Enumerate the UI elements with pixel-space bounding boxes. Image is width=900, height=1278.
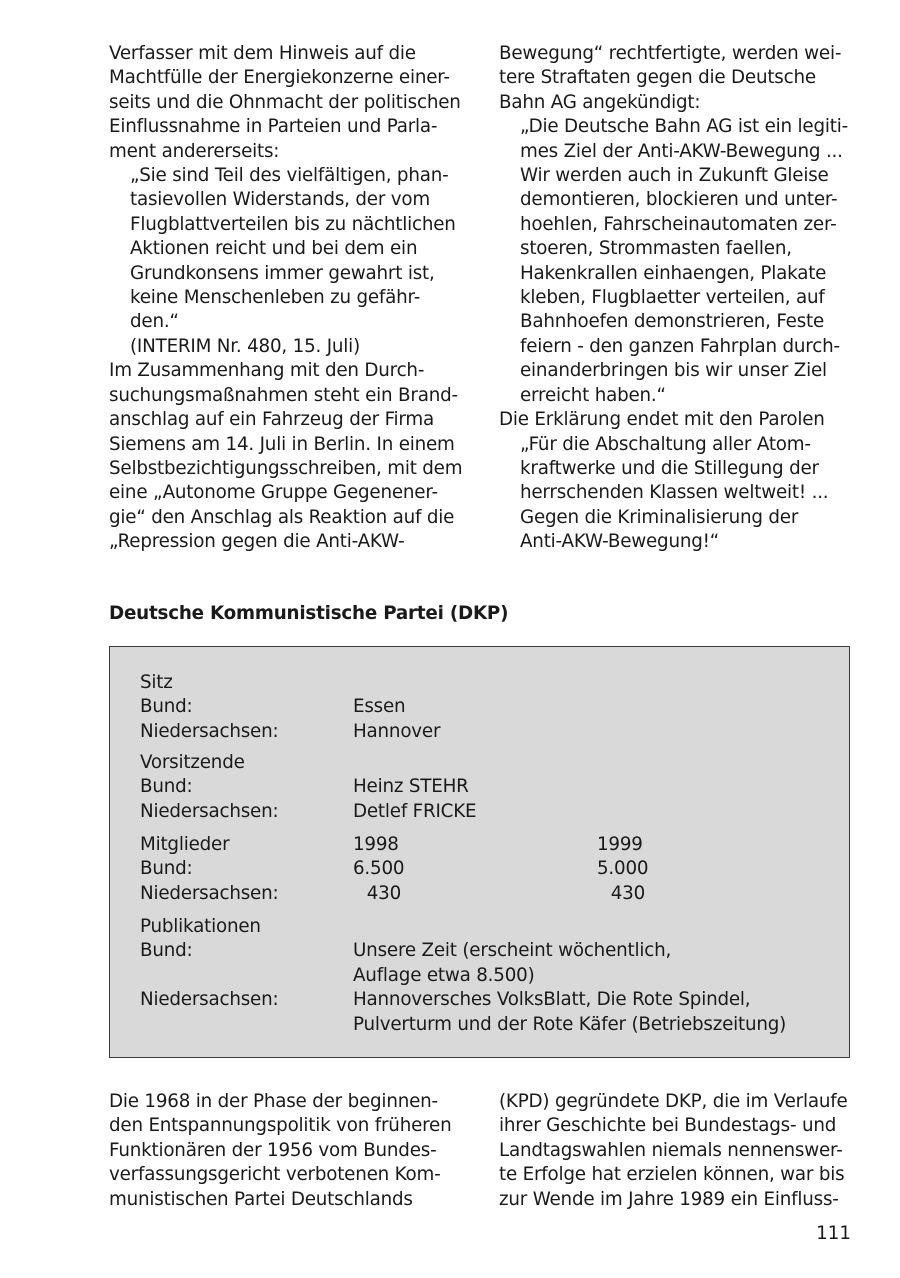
text-line: Bewegung“ rechtfertigte, werden wei-	[499, 43, 842, 64]
quote-line: einanderbringen bis wir unser Ziel	[520, 360, 827, 382]
vorsitzende-bund-value: Heinz STEHR	[353, 776, 469, 798]
quote-line: Wir werden auch in Zukunft Gleise	[520, 165, 829, 187]
vorsitzende-nds-label: Niedersachsen:	[140, 800, 279, 822]
text-line: den Entspannungspolitik von früheren	[109, 1115, 452, 1137]
quote-line: tasievollen Widerstands, der vom	[130, 189, 430, 211]
quote-line: Flugblattverteilen bis zu nächtlichen	[130, 213, 456, 235]
text-line: seits und die Ohnmacht der politischen	[109, 91, 461, 113]
quote-line: stoeren, Strommasten faellen,	[520, 238, 792, 260]
text-line: verfassungsgericht verbotenen Kom-	[109, 1164, 441, 1186]
publikationen-bund-label: Bund:	[140, 940, 193, 962]
mitglieder-year-1998: 1998	[353, 834, 399, 855]
text-column-bottom-left	[109, 1090, 469, 1212]
mitglieder-bund-1998: 6.500	[353, 858, 405, 880]
sitz-bund-value: Essen	[353, 696, 406, 718]
slogan-line: herrschenden Klassen weltweit! ...	[520, 482, 829, 504]
info-box	[109, 646, 850, 1058]
quote-line: Bahnhoefen demonstrieren, Feste	[520, 311, 825, 333]
slogan-line: kraftwerke und die Stillegung der	[520, 457, 819, 479]
sitz-heading: Sitz	[140, 672, 173, 693]
quote-line: „Sie sind Teil des vielfältigen, phan-	[130, 165, 449, 187]
vorsitzende-bund-label: Bund:	[140, 776, 193, 798]
text-line: Funktionären der 1956 vom Bundes-	[109, 1139, 437, 1161]
text-line: tere Straftaten gegen die Deutsche	[499, 67, 816, 89]
text-line: Verfasser mit dem Hinweis auf die	[109, 43, 416, 64]
text-line: (KPD) gegründete DKP, die im Verlaufe	[499, 1091, 848, 1112]
text-line: Landtagswahlen niemals nennenswer-	[499, 1139, 843, 1161]
text-line: Siemens am 14. Juli in Berlin. In einem	[109, 433, 455, 455]
mitglieder-year-1999: 1999	[597, 834, 643, 855]
text-line: Die 1968 in der Phase der beginnen-	[109, 1091, 438, 1112]
slogan-line: „Für die Abschaltung aller Atom-	[520, 433, 811, 455]
text-line: Bahn AG angekündigt:	[499, 91, 701, 113]
sitz-bund-label: Bund:	[140, 696, 193, 718]
publikationen-bund-line: Unsere Zeit (erscheint wöchentlich,	[353, 940, 672, 962]
text-line: suchungsmaßnahmen steht ein Brand-	[109, 384, 458, 406]
text-line: Die Erklärung endet mit den Parolen	[499, 409, 825, 431]
text-line: „Repression gegen die Anti-AKW-	[109, 531, 405, 553]
text-column-bottom-right	[499, 1090, 859, 1212]
text-line: gie“ den Anschlag als Reaktion auf die	[109, 506, 455, 528]
mitglieder-heading: Mitglieder	[140, 834, 230, 855]
text-line: anschlag auf ein Fahrzeug der Firma	[109, 409, 435, 431]
mitglieder-bund-label: Bund:	[140, 858, 193, 880]
vorsitzende-heading: Vorsitzende	[140, 752, 245, 773]
publikationen-heading: Publikationen	[140, 916, 261, 937]
text-line: te Erfolge hat erzielen können, war bis	[499, 1164, 845, 1186]
quote-line: erreicht haben.“	[520, 384, 666, 406]
sitz-nds-value: Hannover	[353, 720, 441, 742]
slogan-line: Gegen die Kriminalisierung der	[520, 506, 799, 528]
quote-line: keine Menschenleben zu gefähr-	[130, 287, 421, 309]
quote-line: Aktionen reicht und bei dem ein	[130, 238, 418, 260]
text-line: zur Wende im Jahre 1989 ein Einfluss-	[499, 1188, 839, 1210]
text-line: ment andererseits:	[109, 140, 280, 162]
sitz-nds-label: Niedersachsen:	[140, 720, 279, 742]
text-line: Einflussnahme in Parteien und Parla-	[109, 116, 438, 138]
mitglieder-bund-1999: 5.000	[597, 858, 649, 880]
publikationen-nds-label: Niedersachsen:	[140, 989, 279, 1011]
quote-line: kleben, Flugblaetter verteilen, auf	[520, 287, 825, 309]
quote-line: feiern - den ganzen Fahrplan durch-	[520, 335, 840, 357]
text-column-top-left	[109, 42, 469, 555]
quote-line: hoehlen, Fahrscheinautomaten zer-	[520, 213, 837, 235]
quote-line: demontieren, blockieren und unter-	[520, 189, 838, 211]
quote-line: Hakenkrallen einhaengen, Plakate	[520, 262, 827, 284]
publikationen-nds-line: Hannoversches VolksBlatt, Die Rote Spindel,	[353, 989, 751, 1011]
mitglieder-nds-label: Niedersachsen:	[140, 882, 279, 904]
publikationen-bund-line: Auflage etwa 8.500)	[353, 964, 535, 986]
text-line: ihrer Geschichte bei Bundestags- und	[499, 1115, 837, 1137]
text-line: Im Zusammenhang mit den Durch-	[109, 360, 425, 382]
section-heading: Deutsche Kommunistische Partei (DKP)	[109, 603, 509, 624]
vorsitzende-nds-value: Detlef FRICKE	[353, 800, 477, 822]
mitglieder-nds-1999: 430	[610, 882, 645, 904]
mitglieder-nds-1998: 430	[366, 882, 401, 904]
text-line: Machtfülle der Energiekonzerne einer-	[109, 67, 450, 89]
quote-line: den.“	[130, 311, 179, 333]
quote-line: Grundkonsens immer gewahrt ist,	[130, 262, 435, 284]
slogan-line: Anti-AKW-Bewegung!“	[520, 531, 720, 553]
text-line: munistischen Partei Deutschlands	[109, 1188, 413, 1210]
text-column-top-right	[499, 42, 859, 555]
page-number: 111	[816, 1223, 851, 1244]
quote-line: mes Ziel der Anti-AKW-Bewegung ...	[520, 140, 843, 162]
text-line: Selbstbezichtigungsschreiben, mit dem	[109, 457, 463, 479]
quote-source: (INTERIM Nr. 480, 15. Juli)	[130, 335, 360, 357]
quote-line: „Die Deutsche Bahn AG ist ein legiti-	[520, 116, 848, 138]
publikationen-nds-line: Pulverturm und der Rote Käfer (Betriebszeitung)	[353, 1013, 787, 1035]
text-line: eine „Autonome Gruppe Gegenener-	[109, 482, 438, 504]
